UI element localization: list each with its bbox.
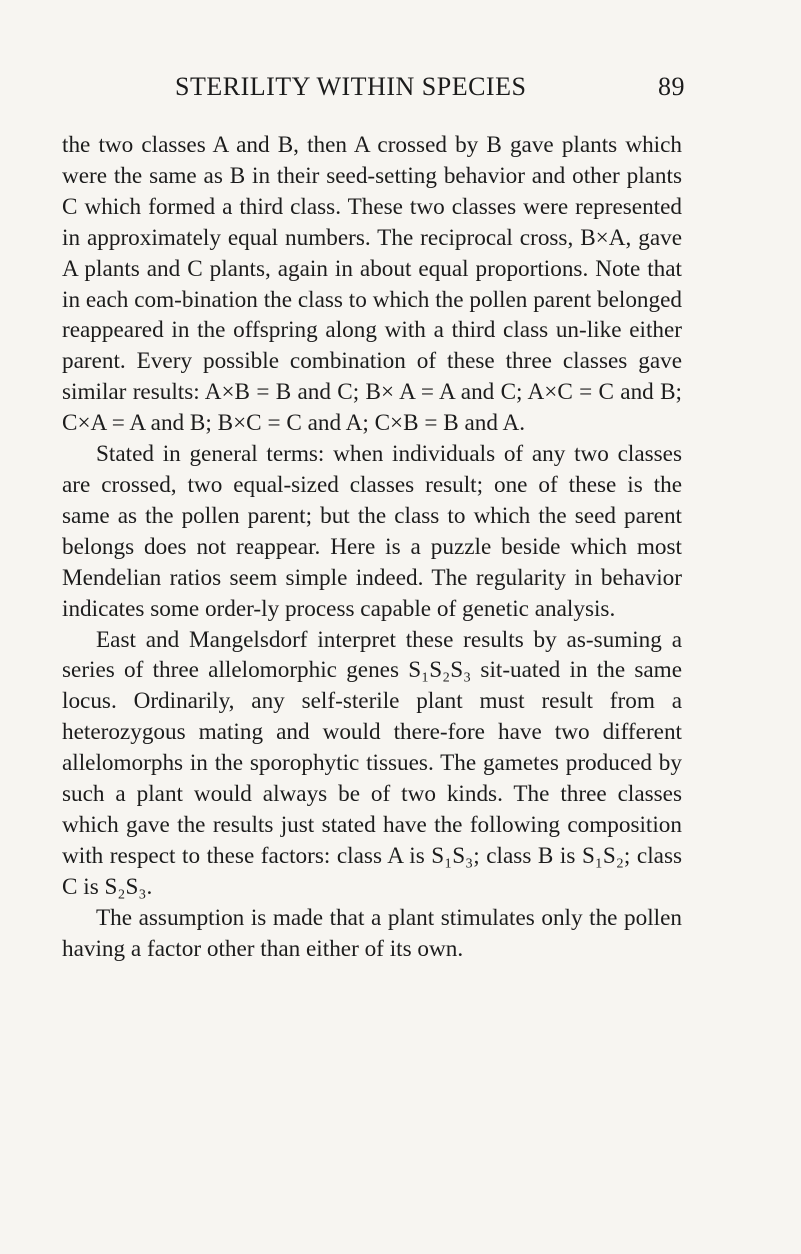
page-number: 89 — [658, 72, 685, 101]
paragraph: Stated in general terms: when individuals of any two classes are crossed, two equal-sized classes result; one of these is the same as the pollen parent; but the class to which the seed parent belongs does not reappear. Here is a puzzle beside which most Mendelian ratios seem simple indeed. The regularity in behavior indicates some order-ly process capable of genetic analysis. — [62, 441, 682, 622]
running-title: STERILITY WITHIN SPECIES — [175, 72, 527, 101]
paragraph: the two classes A and B, then A crossed by B gave plants which were the same as B in their seed-setting behavior and other plants C which formed a third class. These two classes were represented in approximately equal numbers. The reciprocal cross, B×A, gave A plants and C plants, again in about equal proportions. Note that in each com-bination the class to which the pollen parent belonged reappeared in the offspring along with a third class un-like either parent. Every possible combination of these three classes gave similar results: A×B = B and C; B× A = A and C; A×C = C and B; C×A = A and B; B×C = C and A; C×B = B and A. — [62, 132, 682, 437]
paragraph: The assumption is made that a plant stimulates only the pollen having a factor other than either of its own. — [62, 904, 682, 962]
body-text — [62, 130, 682, 964]
paragraph: East and Mangelsdorf interpret these results by as-suming a series of three allelomorphic genes S₁S₂S₃ sit-uated in the same locus. Ordinarily, any self-sterile plant must result from a heterozygous mating and would there-fore have two different allelomorphs in the sporophytic tissues. The gametes produced by such a plant would always be of two kinds. The three classes which gave the results just stated have the following composition with respect to these factors: class A is S₁S₃; class B is S₁S₂; class C is S₂S₃. — [62, 626, 682, 900]
